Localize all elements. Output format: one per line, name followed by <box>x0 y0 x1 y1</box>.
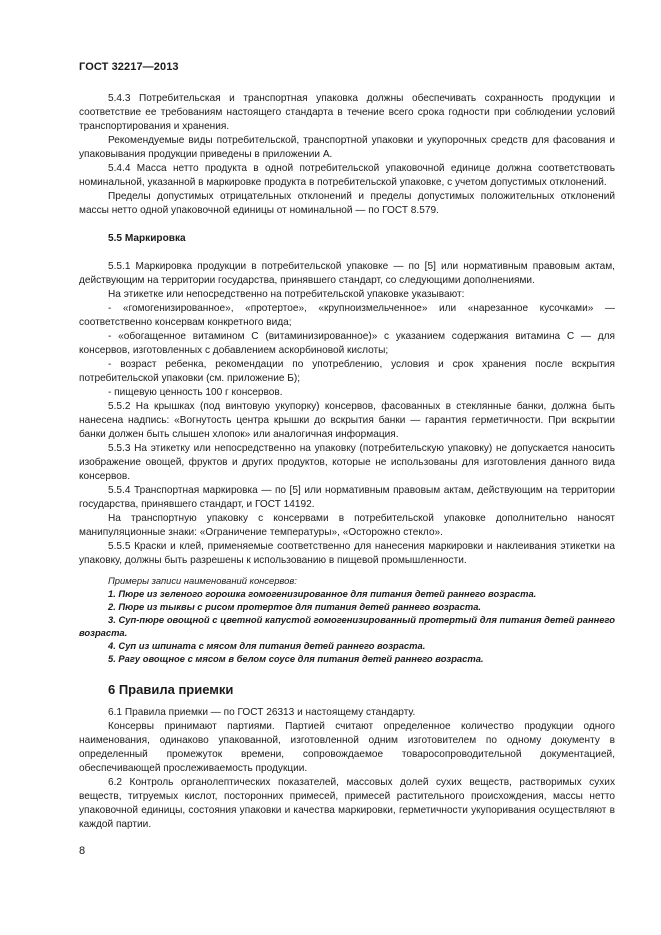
paragraph-5-5-2: 5.5.2 На крышках (под винтовую укупорку) консервов, фасованных в стеклянные банки, должна быть нанесена надпись: «Вогнутость центра крышки до вскрытия банки — гарантия герметичности. При вскрытии банки должен быть слышен хлопок» или аналогичная информация. <box>79 401 615 440</box>
section-heading-6: 6 Правила приемки <box>108 682 234 697</box>
example-item: 5. Рагу овощное с мясом в белом соусе для питания детей раннего возраста. <box>108 653 484 664</box>
paragraph-deviation-limits: Пределы допустимых отрицательных отклонений и пределы допустимых положительных отклонений массы нетто одной упаковочной единицы от номинальной — по ГОСТ 8.579. <box>79 191 615 216</box>
example-item: 1. Пюре из зеленого горошка гомогенизированное для питания детей раннего возраста. <box>108 588 537 599</box>
example-item: 3. Суп-пюре овощной с цветной капустой гомогенизированный протертый для питания детей раннего возраста. <box>79 614 615 638</box>
list-item: - «обогащенное витамином С (витаминизированное)» с указанием содержания витамина С — для консервов, изготовленных с добавлением аскорбиновой кислоты; <box>79 331 615 356</box>
paragraph-5-4-4: 5.4.4 Масса нетто продукта в одной потребительской упаковочной единице должна соответствовать номинальной, указанной в маркировке продукта в потребительской упаковке, с учетом допустимых отклонений. <box>79 163 615 188</box>
section-heading-5-5: 5.5 Маркировка <box>108 233 186 244</box>
paragraph-packaging-types: Рекомендуемые виды потребительской, транспортной упаковки и укупорочных средств для фасования и упаковывания продукции приведены в приложении А. <box>79 135 615 160</box>
paragraph-5-5-5: 5.5.5 Краски и клей, применяемые соответственно для нанесения маркировки и наклеивания этикетки на упаковку, должны быть разрешены к использованию в пищевой промышленности. <box>79 541 615 566</box>
paragraph-5-5-1: 5.5.1 Маркировка продукции в потребительской упаковке — по [5] или нормативным правовым актам, действующим на территории государства, принявшего стандарт, со следующими дополнениями. <box>79 261 615 286</box>
document-body <box>79 92 615 832</box>
document-header: ГОСТ 32217—2013 <box>79 61 179 73</box>
paragraph-batch: Консервы принимают партиями. Партией считают определенное количество продукции одного наименования, одинаково упакованной, изготовленной одним изготовителем по одному документу в определенный промежуток времени, сопровождаемое товаросопроводительной документацией, обеспечивающей прослеживаемость продукции. <box>79 721 615 774</box>
paragraph-label-intro: На этикетке или непосредственно на потребительской упаковке указывают: <box>108 289 465 300</box>
paragraph-5-4-3: 5.4.3 Потребительская и транспортная упаковка должны обеспечивать сохранность продукции и соответствие ее требованиям настоящего стандарта в течение всего срока годности при соблюдении условий транспортирования и хранения. <box>79 93 615 132</box>
list-item: - «гомогенизированное», «протертое», «крупноизмельченное» или «нарезанное кусочками» — соответственно консервам конкретного вида; <box>79 303 615 328</box>
example-item: 4. Суп из шпината с мясом для питания детей раннего возраста. <box>108 640 426 651</box>
paragraph-transport-signs: На транспортную упаковку с консервами в потребительской упаковке дополнительно наносят манипуляционные знаки: «Ограничение температуры», «Осторожно стекло». <box>79 513 615 538</box>
paragraph-6-1: 6.1 Правила приемки — по ГОСТ 26313 и настоящему стандарту. <box>108 707 416 718</box>
examples-title: Примеры записи наименований консервов: <box>108 575 297 586</box>
paragraph-5-5-3: 5.5.3 На этикетку или непосредственно на упаковку (потребительскую упаковку) не допускается наносить изображение овощей, фруктов и других продуктов, которые не использованы для изготовления данного вида консервов. <box>79 443 615 482</box>
example-item: 2. Пюре из тыквы с рисом протертое для питания детей раннего возраста. <box>108 601 482 612</box>
paragraph-6-2: 6.2 Контроль органолептических показателей, массовых долей сухих веществ, растворимых сухих веществ, титруемых кислот, посторонних примесей, примесей растительного происхождения, массы нетто упаковочной единицы, состояния упаковки и качества маркировки, герметичности укупоривания осуществляют в каждой партии. <box>79 777 615 830</box>
list-item: - пищевую ценность 100 г консервов. <box>108 387 283 398</box>
page-number: 8 <box>79 845 86 857</box>
list-item: - возраст ребенка, рекомендации по употреблению, условия и срок хранения после вскрытия потребительской упаковки (см. приложение Б); <box>79 359 615 384</box>
paragraph-5-5-4: 5.5.4 Транспортная маркировка — по [5] или нормативным правовым актам, действующим на территории государства, принявшего стандарт, и ГОСТ 14192. <box>79 485 615 510</box>
